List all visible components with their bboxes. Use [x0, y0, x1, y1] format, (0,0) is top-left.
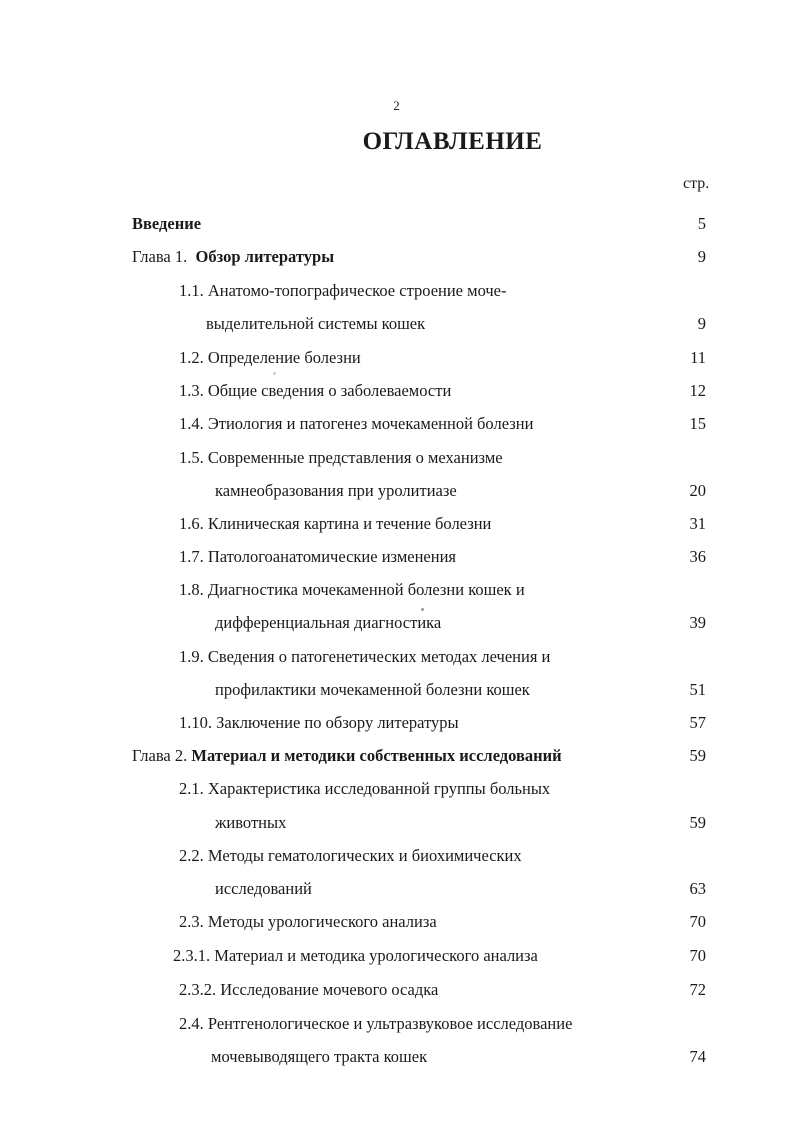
toc-entry-chapter-1: Глава 1. Обзор литературы [132, 247, 335, 266]
toc-entry-2-3: 2.3. Методы урологического анализа [179, 912, 437, 931]
toc-entry-2-4-cont: мочевыводящего тракта кошек [211, 1047, 428, 1066]
toc-page-number: 63 [689, 879, 706, 898]
toc-page-number: 9 [697, 247, 706, 266]
toc-entry-2-1-cont: животных [215, 813, 287, 832]
toc-page-number: 51 [689, 680, 706, 699]
toc-page-number: 36 [689, 547, 706, 566]
toc-entry-1-10: 1.10. Заключение по обзору литературы [179, 713, 459, 732]
toc-entry-2-2-cont: исследований [215, 879, 312, 898]
toc-entry-2-2: 2.2. Методы гематологических и биохимических [179, 846, 522, 865]
toc-page-number: 70 [689, 946, 706, 965]
toc-entry-1-9-cont: профилактики мочекаменной болезни кошек [215, 680, 530, 699]
toc-page-number: 5 [697, 214, 706, 233]
toc-entry-2-1: 2.1. Характеристика исследованной группы больных [179, 779, 551, 798]
page-title: ОГЛАВЛЕНИЕ [362, 128, 543, 155]
toc-page-number: 15 [689, 414, 706, 433]
toc-entry-1-6: 1.6. Клиническая картина и течение болезни [179, 514, 492, 533]
toc-entry-2-4: 2.4. Рентгенологическое и ультразвуковое исследование [179, 1014, 573, 1033]
toc-page-number: 11 [690, 348, 706, 367]
toc-page-number: 12 [689, 381, 706, 400]
toc-page-number: 59 [689, 746, 706, 765]
pages-column-label: стр. [683, 175, 710, 192]
toc-page-number: 39 [689, 613, 706, 632]
toc-entry-1-2: 1.2. Определение болезни [179, 348, 361, 367]
toc-entry-chapter-2: Глава 2. Материал и методики собственных исследований [132, 746, 562, 765]
toc-page-number: 20 [689, 481, 706, 500]
toc-entry-1-5: 1.5. Современные представления о механизме [179, 448, 503, 467]
toc-entry-1-1: 1.1. Анатомо-топографическое строение моче- [179, 281, 507, 300]
toc-page-number: 57 [689, 713, 706, 732]
toc-entry-1-8-cont: дифференциальная диагностика [215, 613, 442, 632]
toc-entry-1-4: 1.4. Этиология и патогенез мочекаменной болезни [179, 414, 534, 433]
toc-entry-1-3: 1.3. Общие сведения о заболеваемости [179, 381, 452, 400]
toc-page-number: 59 [689, 813, 706, 832]
toc-entry-1-7: 1.7. Патологоанатомические изменения [179, 547, 456, 566]
page-number: 2 [393, 98, 400, 113]
toc-entry-1-9: 1.9. Сведения о патогенетических методах лечения и [179, 647, 551, 666]
toc-page-number: 72 [689, 980, 706, 999]
toc-entry-introduction: Введение [132, 214, 202, 233]
toc-page-number: 9 [697, 314, 706, 333]
toc-entry-1-8: 1.8. Диагностика мочекаменной болезни кошек и [179, 580, 525, 599]
toc-page-number: 31 [689, 514, 706, 533]
scan-speck [273, 372, 276, 375]
scan-speck [421, 608, 424, 611]
toc-entry-2-3-1: 2.3.1. Материал и методика урологического анализа [173, 946, 538, 965]
toc-entry-2-3-2: 2.3.2. Исследование мочевого осадка [179, 980, 439, 999]
toc-entry-1-5-cont: камнеобразования при уролитиазе [215, 481, 457, 500]
toc-entry-1-1-cont: выделительной системы кошек [206, 314, 426, 333]
toc-page-number: 70 [689, 912, 706, 931]
toc-page-number: 74 [689, 1047, 706, 1066]
